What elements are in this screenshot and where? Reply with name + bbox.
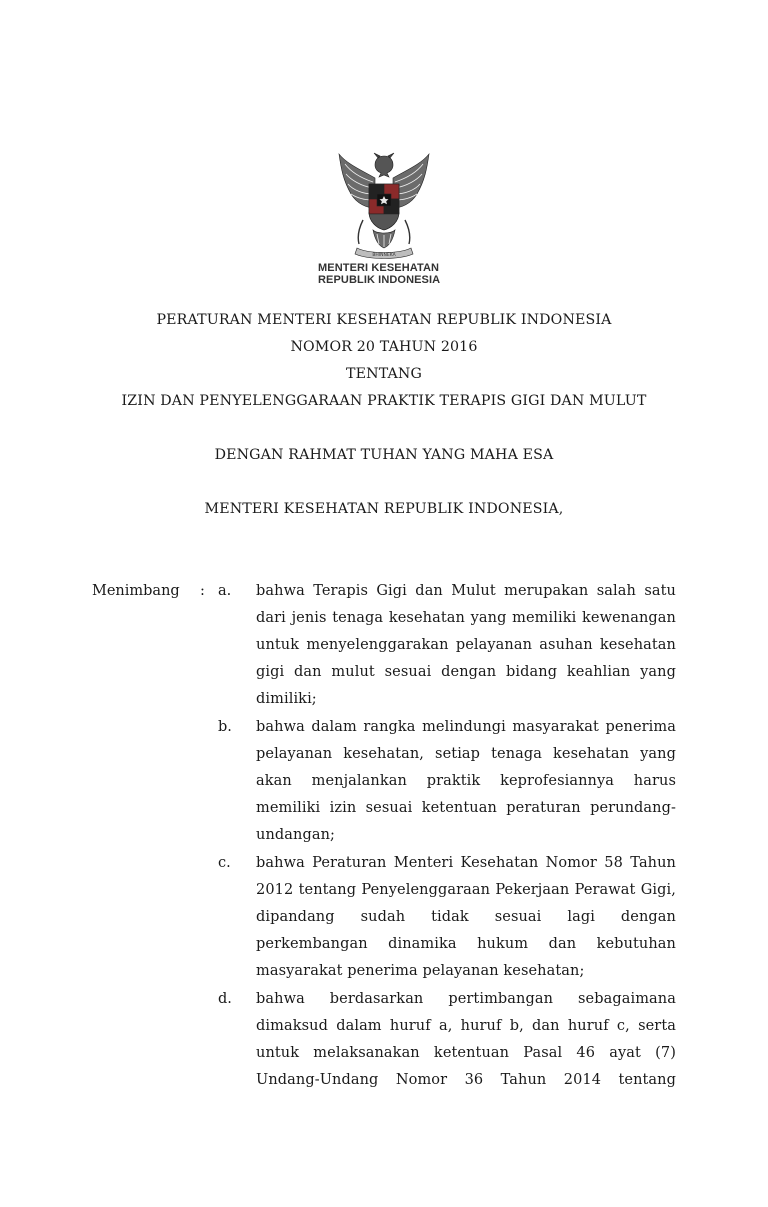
- item-b-line: akan menjalankan praktik keprofesiannya harus: [256, 773, 676, 789]
- item-c-line: dipandang sudah tidak sesuai lagi dengan: [256, 909, 676, 925]
- item-d-line: bahwa berdasarkan pertimbangan sebagaimana: [256, 991, 676, 1007]
- regulation-number: NOMOR 20 TAHUN 2016: [290, 339, 478, 355]
- item-letter-a: a.: [218, 583, 232, 599]
- svg-text:BHINNEKA: BHINNEKA: [372, 253, 396, 258]
- ministry-label-line-1: MENTERI KESEHATAN: [318, 262, 440, 274]
- invocation-line: DENGAN RAHMAT TUHAN YANG MAHA ESA: [214, 447, 554, 463]
- item-a-line: untuk menyelenggarakan pelayanan asuhan kesehatan: [256, 637, 676, 653]
- item-letter-c: c.: [218, 855, 231, 871]
- regulation-subject: IZIN DAN PENYELENGGARAAN PRAKTIK TERAPIS GIGI DAN MULUT: [121, 393, 647, 409]
- item-a-line: dimiliki;: [256, 691, 317, 707]
- item-c-line: perkembangan dinamika hukum dan kebutuhan: [256, 936, 676, 952]
- item-b-line: pelayanan kesehatan, setiap tenaga kesehatan yang: [256, 746, 676, 762]
- item-d-line: Undang-Undang Nomor 36 Tahun 2014 tentang: [256, 1072, 676, 1088]
- item-a-line: gigi dan mulut sesuai dengan bidang keahlian yang: [256, 664, 676, 680]
- item-c-line: bahwa Peraturan Menteri Kesehatan Nomor 58 Tahun: [256, 855, 676, 871]
- item-b-line: bahwa dalam rangka melindungi masyarakat penerima: [256, 719, 676, 735]
- item-c-line: 2012 tentang Penyelenggaraan Pekerjaan Perawat Gigi,: [256, 882, 676, 898]
- item-letter-b: b.: [218, 719, 232, 735]
- item-a-line: bahwa Terapis Gigi dan Mulut merupakan salah satu: [256, 583, 676, 599]
- ministry-label-line-2: REPUBLIK INDONESIA: [318, 274, 441, 286]
- item-c-line: masyarakat penerima pelayanan kesehatan;: [256, 963, 585, 979]
- considerations-label: Menimbang: [92, 583, 180, 599]
- regulation-title: PERATURAN MENTERI KESEHATAN REPUBLIK INDONESIA: [156, 312, 612, 328]
- item-b-line: memiliki izin sesuai ketentuan peraturan perundang-: [256, 800, 676, 816]
- ministry-label: [318, 262, 458, 286]
- considerations-colon: :: [200, 583, 205, 599]
- garuda-pancasila-emblem-icon: [333, 150, 435, 262]
- item-b-line: undangan;: [256, 827, 335, 843]
- minister-line: MENTERI KESEHATAN REPUBLIK INDONESIA,: [204, 501, 564, 517]
- item-d-line: untuk melaksanakan ketentuan Pasal 46 ayat (7): [256, 1045, 676, 1061]
- item-d-line: dimaksud dalam huruf a, huruf b, dan huruf c, serta: [256, 1018, 676, 1034]
- item-a-line: dari jenis tenaga kesehatan yang memiliki kewenangan: [256, 610, 676, 626]
- regulation-about-label: TENTANG: [346, 366, 422, 382]
- item-letter-d: d.: [218, 991, 232, 1007]
